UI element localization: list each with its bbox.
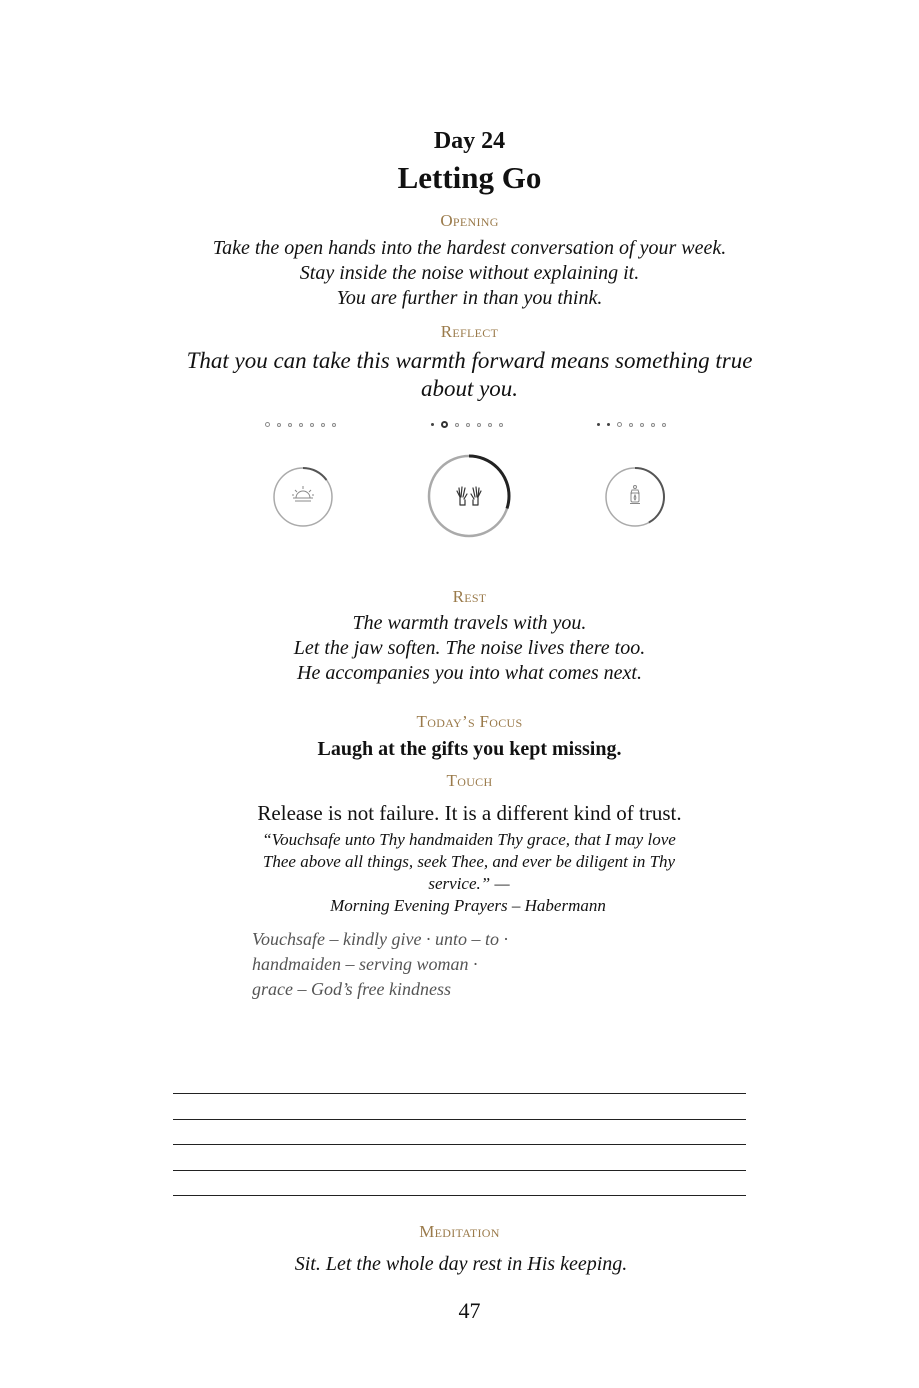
opening-text [0, 236, 919, 311]
step-dot [651, 423, 655, 427]
opening-line: You are further in than you think. [336, 287, 603, 309]
touch-statement: Release is not failure. It is a different kind of trust. [257, 801, 682, 825]
step-dot [466, 423, 470, 427]
rest-label: Rest [452, 587, 487, 606]
sunrise-icon [292, 486, 314, 501]
glossary [252, 927, 672, 1002]
writing-line[interactable] [173, 1119, 746, 1120]
quote-source: Morning Evening Prayers – Habermann [330, 896, 606, 915]
rest-line: Let the jaw soften. The noise lives there too. [293, 637, 646, 659]
step-dot [607, 423, 610, 426]
glossary-line: handmaiden – serving woman · [252, 954, 478, 974]
progress-dial [426, 453, 512, 539]
open-hands-icon [457, 487, 481, 505]
rest-line: The warmth travels with you. [352, 612, 587, 634]
day-label: Day 24 [433, 128, 506, 154]
step-dot [499, 423, 503, 427]
step-dot [662, 423, 666, 427]
focus-label: Today’s Focus [416, 712, 523, 731]
writing-line[interactable] [173, 1170, 746, 1171]
step-dot [431, 423, 434, 426]
focus-text: Laugh at the gifts you kept missing. [317, 738, 622, 760]
rest-line: He accompanies you into what comes next. [297, 662, 642, 684]
step-dot [455, 423, 459, 427]
meditation-label: Meditation [419, 1222, 500, 1241]
step-dot [477, 423, 481, 427]
glossary-line: Vouchsafe – kindly give · unto – to · [252, 929, 508, 949]
step-dots [431, 421, 510, 428]
rest-text [0, 611, 919, 686]
writing-line[interactable] [173, 1144, 746, 1145]
progress-dial [604, 466, 666, 528]
writing-line[interactable] [173, 1195, 746, 1196]
step-dot [629, 423, 633, 427]
journal-lines[interactable] [173, 1093, 746, 1221]
writing-line[interactable] [173, 1093, 746, 1094]
step-dot [488, 423, 492, 427]
step-dot [441, 421, 448, 428]
step-dots [597, 422, 673, 427]
opening-line: Stay inside the noise without explaining it. [299, 262, 640, 284]
step-dot [332, 423, 336, 427]
prayer-quote: “Vouchsafe unto Thy handmaiden Thy grace, that I may love Thee above all things, seek Thee, and ever be diligent in Thy service.” — [262, 830, 676, 893]
step-dot [597, 423, 600, 426]
step-dot [299, 423, 303, 427]
lantern-icon [630, 486, 640, 504]
step-dot [277, 423, 281, 427]
step-dot [640, 423, 644, 427]
step-dot [617, 422, 622, 427]
reflect-text: That you can take this warmth forward means something true about you. [186, 348, 753, 401]
opening-line: Take the open hands into the hardest conversation of your week. [212, 237, 727, 259]
meditation-text: Sit. Let the whole day rest in His keeping. [294, 1253, 628, 1275]
glossary-line: grace – God’s free kindness [252, 979, 451, 999]
page-number: 47 [458, 1298, 481, 1323]
progress-dial [272, 466, 334, 528]
touch-label: Touch [446, 771, 493, 790]
page-title: Letting Go [397, 160, 542, 195]
step-dot [310, 423, 314, 427]
step-dot [265, 422, 270, 427]
reflect-label: Reflect [440, 322, 499, 341]
opening-label: Opening [440, 211, 499, 230]
step-dot [288, 423, 292, 427]
step-dot [321, 423, 325, 427]
step-dots [265, 422, 343, 427]
progress-dials-row [0, 414, 919, 554]
